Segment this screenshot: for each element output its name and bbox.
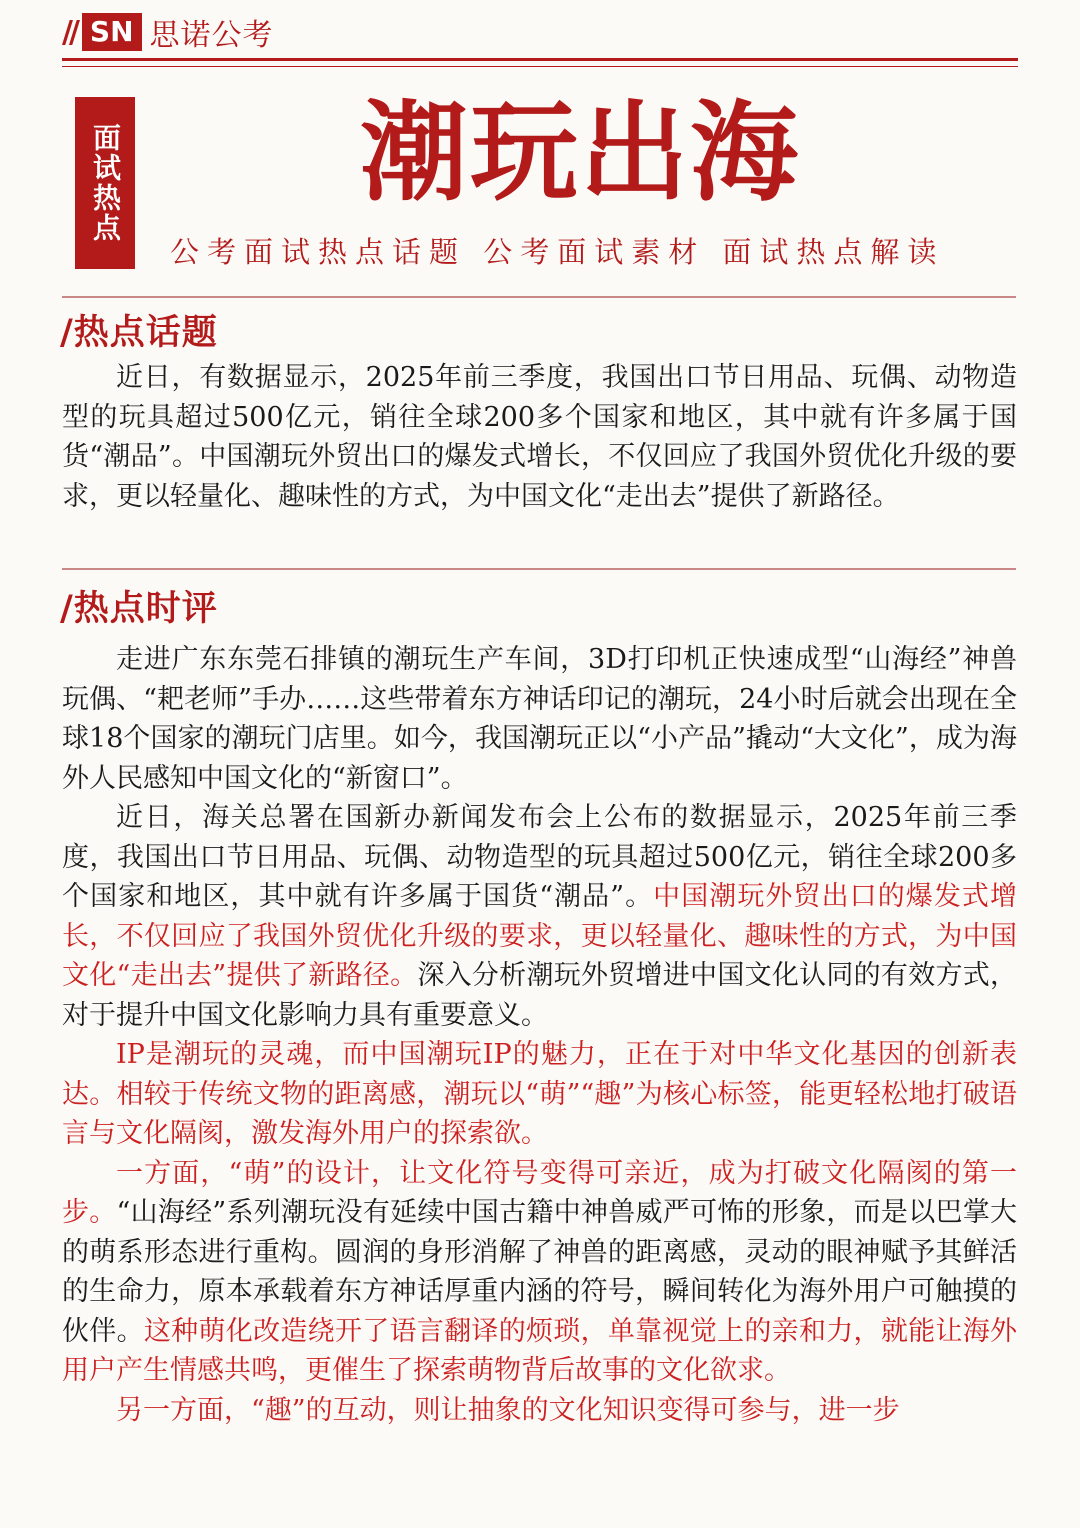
commentary-paragraph-5: 另一方面，“趣”的互动，则让抽象的文化知识变得可参与，进一步 <box>116 1394 900 1426</box>
logo-brand-name: 思诺公考 <box>149 18 274 53</box>
hot-topic-badge: 面试热点 <box>75 97 135 269</box>
paragraph-text: 近日，海关总署在国新办新闻发布会上公布的数据显示，2025年前三季度，我国出口节日用品、玩偶、动物造型的玩具超过500亿元，销往全球200多个国家和地区，其中就有许多属于国货“潮品”。 <box>62 802 1017 912</box>
paragraph-text: 深入分析潮玩外贸增进中国文化认同的有效方式，对于提升中国文化影响力具有重要意义。 <box>62 960 1018 1031</box>
commentary-paragraph-1: 走进广东东莞石排镇的潮玩生产车间，3D打印机正快速成型“山海经”神兽玩偶、“耙老师”手办……这些带着东方神话印记的潮玩，24小时后就会出现在全球18个国家的潮玩门店里。如今，我国潮玩正以“小产品”撬动“大文化”，成为海外人民感知中国文化的“新窗口”。 <box>62 644 1017 794</box>
section-divider <box>62 296 1016 298</box>
highlighted-text: 这种萌化改造绕开了语言翻译的烦琐，单靠视觉上的亲和力，就能让海外用户产生情感共鸣，更催生了探索萌物背后故事的文化欲求。 <box>62 1315 1018 1386</box>
commentary-paragraph-2 <box>62 798 1017 1035</box>
brand-logo <box>62 10 274 54</box>
highlighted-text: 中国潮玩外贸出口的爆发式增长，不仅回应了我国外贸优化升级的要求，更以轻量化、趣味性的方式，为中国文化“走出去”提供了新路径。 <box>62 881 1017 991</box>
paragraph-text: “山海经”系列潮玩没有延续中国古籍中神兽威严可怖的形象，而是以巴掌大的萌系形态进行重构。圆润的身形消解了神兽的距离感，灵动的眼神赋予其鲜活的生命力，原本承载着东方神话厚重内涵的符号，瞬间转化为海外用户可触摸的伙伴。 <box>62 1197 1018 1347</box>
section-heading-topic: /热点话题 <box>60 313 218 353</box>
header-divider-thick <box>62 58 1018 61</box>
section-divider <box>62 568 1016 570</box>
topic-body <box>62 358 1017 516</box>
header-divider-thin <box>62 66 1018 67</box>
logo-sn-box: SN <box>82 13 142 51</box>
page-title: 潮玩出海 <box>359 91 800 216</box>
section-heading-commentary: /热点时评 <box>60 589 218 629</box>
commentary-paragraph-3: IP是潮玩的灵魂，而中国潮玩IP的魅力，正在于对中华文化基因的创新表达。相较于传统文物的距离感，潮玩以“萌”“趣”为核心标签，能更轻松地打破语言与文化隔阂，激发海外用户的探索欲。 <box>62 1039 1017 1149</box>
highlighted-text: 一方面，“萌”的设计，让文化符号变得可亲近，成为打破文化隔阂的第一步。 <box>62 1157 1017 1228</box>
page-subtitle: 公考面试热点话题 公考面试素材 面试热点解读 <box>170 235 945 269</box>
topic-paragraph: 近日，有数据显示，2025年前三季度，我国出口节日用品、玩偶、动物造型的玩具超过500亿元，销往全球200多个国家和地区，其中就有许多属于国货“潮品”。中国潮玩外贸出口的爆发式增长，不仅回应了我国外贸优化升级的要求，更以轻量化、趣味性的方式，为中国文化“走出去”提供了新路径。 <box>62 362 1017 512</box>
logo-slashes: // <box>62 14 76 50</box>
commentary-paragraph-4 <box>62 1154 1017 1391</box>
commentary-body <box>62 640 1017 1430</box>
